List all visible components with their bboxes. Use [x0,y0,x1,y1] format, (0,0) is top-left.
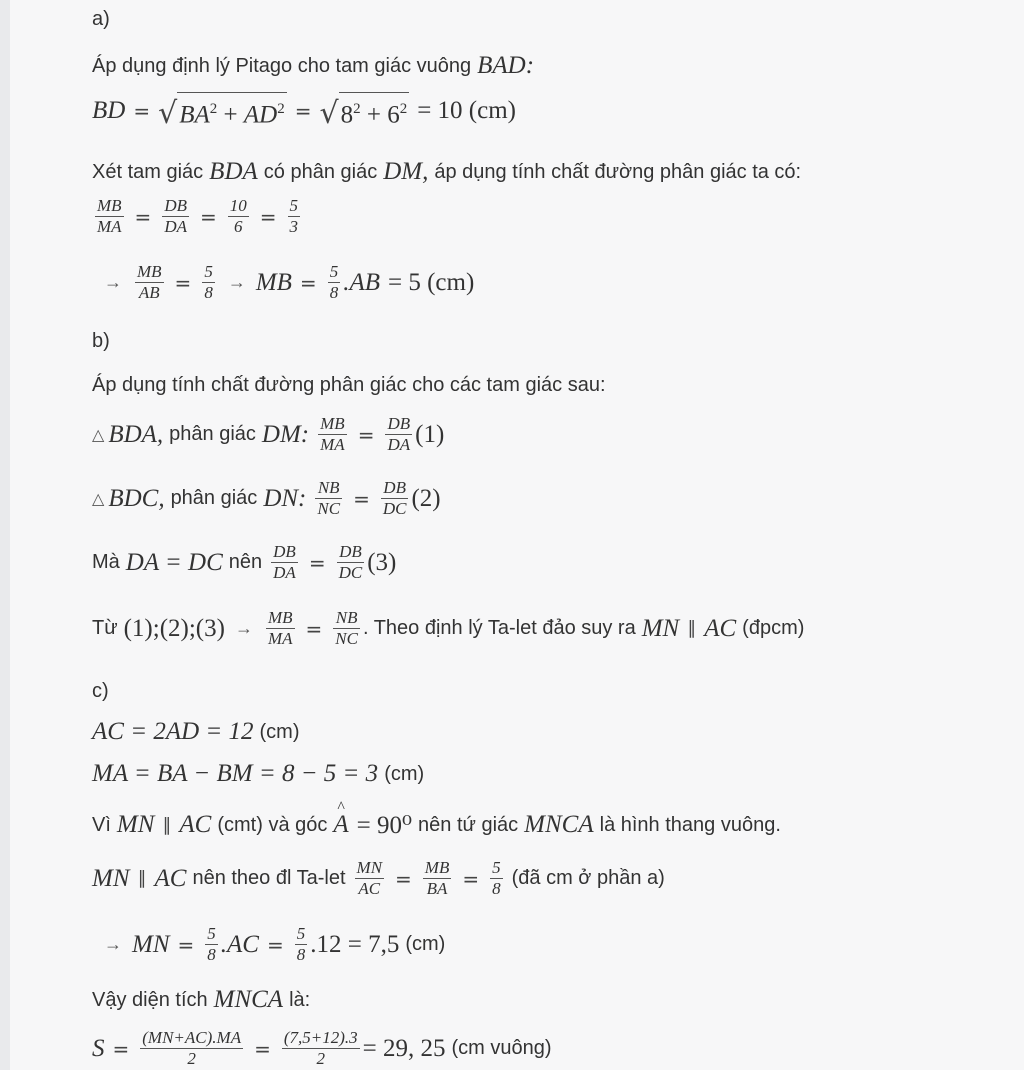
parallel-icon: ∥ [137,868,147,889]
bisector-dm: DM, [383,158,429,185]
area-equation: S = $\frac{(MN+AC).MA}{2}$ = $\frac{(7,5+12).3}{2}$ = 29, 25 (cm vuông) [92,1028,552,1068]
part-b-label: b) [92,330,110,352]
triangle-icon: △ [92,426,105,444]
part-b-line-4: Từ (1);(2);(3) → $\frac{MB}{MA}$ = $\frac{NB}{NC}$ . Theo định lý Ta-let đảo suy ra MN ∥ AC (đpcm) [92,608,805,648]
talet-line: MN ∥ AC nên theo đl Ta-let $\frac{MN}{AC}$ = $\frac{MB}{BA}$ = $\frac{5}{8}$ (đã cm ở phần a) [92,858,665,898]
implies-arrow-icon: → [104,272,122,292]
mb-result-line: → $\frac{MB}{AB}$ = $\frac{5}{8}$ → MB = $\frac{5}{8}$ .AB = 5 (cm) [104,262,475,302]
bisector-triangle: BDA [209,158,258,185]
fraction-db-da: $\frac{DB}{DA}$ [164,196,187,236]
fraction-5-3: $\frac{5}{3}$ [289,196,299,236]
part-a-label: a) [92,8,110,30]
implies-arrow-icon: → [104,934,122,954]
part-a-intro-line [92,52,534,80]
part-b-line-2: △ BDC, phân giác DN: $\frac{NB}{NC}$ = $\frac{DB}{DC}$ (2) [92,478,441,518]
part-a-label-line [92,8,110,31]
implies-arrow-icon: → [227,272,246,292]
bd-lhs: BD [92,96,126,124]
fraction-10-6: $\frac{10}{6}$ [229,196,247,236]
left-margin-strip [0,0,10,1070]
bisector-line: Xét tam giác BDA có phân giác DM, áp dụng tính chất đường phân giác ta có: [92,158,802,185]
part-b-label-line [92,330,110,353]
trapezoid-line: Vì MN ∥ AC (cmt) và góc ^ A = 90⁰ nên tứ giác MNCA là hình thang vuông. [92,810,781,840]
part-a-intro: Áp dụng định lý Pitago cho tam giác vuông [92,54,472,77]
parallel-icon: ∥ [162,814,172,836]
area-intro-line: Vậy diện tích MNCA là: [92,986,311,1013]
parallel-icon: ∥ [687,618,697,639]
part-b-line-1: △ BDA, phân giác DM: $\frac{MB}{MA}$ = $\frac{DB}{DA}$ (1) [92,414,445,454]
angle-a: ^ A [333,811,348,839]
bd-result: = 10 (cm) [417,96,516,124]
triangle-icon: △ [92,490,105,508]
ratio-chain-1: $\frac{MB}{MA}$ = $\frac{DB}{DA}$ = $\frac{10}{6}$ = $\frac{5}{3}$ [97,196,299,236]
mn-result-line: → MN = $\frac{5}{8}$ .AC = $\frac{5}{8}$ .12 = 7,5 (cm) [104,924,446,964]
implies-arrow-icon: → [234,618,253,638]
bd-sqrt-2: √ $8^2 + 6^2$ [319,92,409,129]
fraction-mb-ma: $\frac{MB}{MA}$ [97,196,122,236]
ac-equation: AC = 2AD = 12 (cm) [92,718,300,745]
ma-equation: MA = BA − BM = 8 − 5 = 3 (cm) [92,760,425,787]
part-c-label: c) [92,680,109,702]
part-a-intro-triangle: BAD: [477,52,535,79]
bd-equation: BD = √ $BA^2 + AD^2$ = √ $8^2 + 6^2$ = 10 (cm) [92,92,516,129]
bd-sqrt-1: √ $BA^2 + AD^2$ [158,92,287,129]
part-b-line-3: Mà DA = DC nên $\frac{DB}{DA}$ = $\frac{DB}{DC}$ (3) [92,542,397,582]
part-b-intro-line: Áp dụng tính chất đường phân giác cho các tam giác sau: [92,374,606,396]
part-c-label-line [92,680,109,703]
